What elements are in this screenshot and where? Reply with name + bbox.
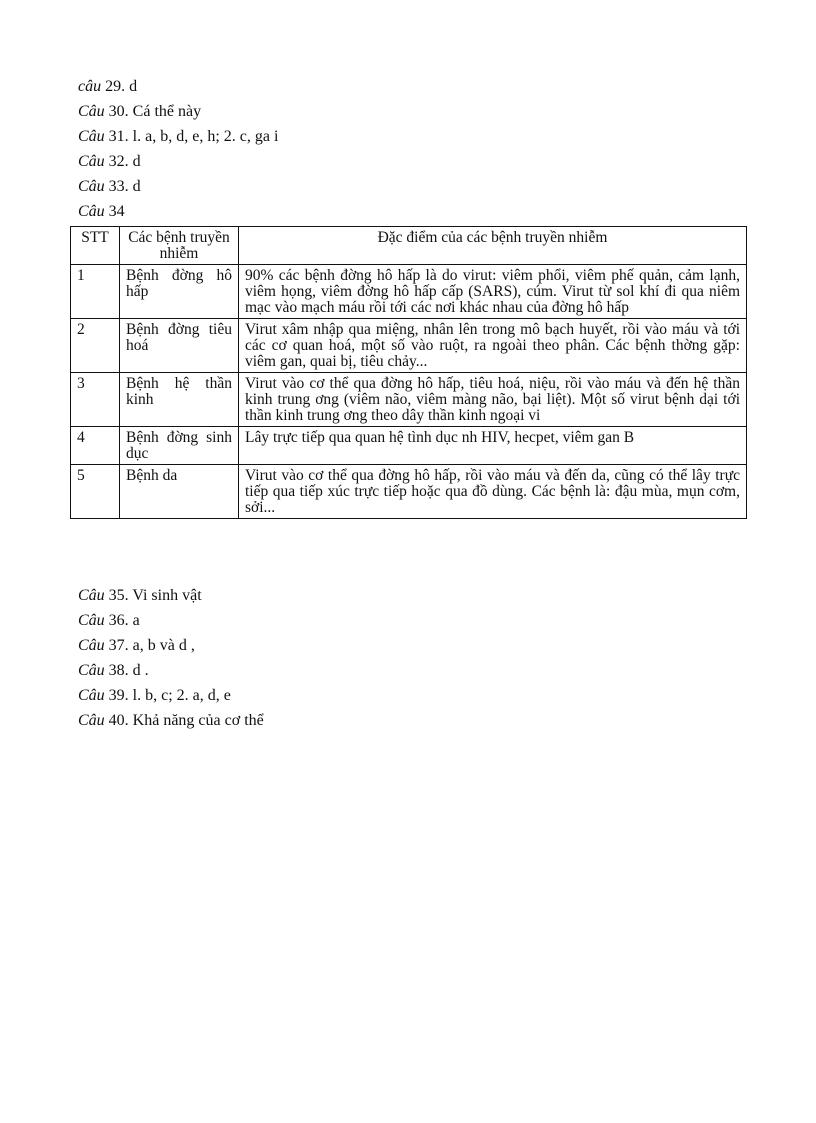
- row-number: 2: [71, 319, 120, 373]
- answer-29: [78, 74, 278, 99]
- disease-description: Virut vào cơ thể qua đờng hô hấp, rồi vào máu và đến da, cũng có thể lây trực tiếp qua tiếp xúc trực tiếp hoặc qua đồ dùng. Các bệnh là: đậu mùa, mụn cơm, sởi...: [239, 465, 747, 519]
- answer-text: d: [129, 78, 138, 95]
- question-number: 39.: [108, 687, 129, 704]
- answer-40: [78, 708, 264, 733]
- row-number: 4: [71, 427, 120, 465]
- question-word: Câu: [78, 612, 105, 629]
- question-number: 40.: [108, 712, 129, 729]
- question-word: Câu: [78, 662, 105, 679]
- table-row: [71, 427, 747, 465]
- disease-description: Virut xâm nhập qua miệng, nhân lên trong mô bạch huyết, rồi vào máu và tới các cơ quan hoá, một số vào ruột, ra ngoài theo phân. Các bệnh thờng gặp: viêm gan, quai bị, tiêu chảy...: [239, 319, 747, 373]
- question-number: 34: [108, 203, 125, 220]
- question-number: 35.: [108, 587, 129, 604]
- answer-text: l. b, c; 2. a, d, e: [132, 687, 231, 704]
- header-characteristics: Đặc điểm của các bệnh truyền nhiễm: [239, 227, 747, 265]
- answer-38: [78, 658, 264, 683]
- row-number: 3: [71, 373, 120, 427]
- question-number: 37.: [108, 637, 129, 654]
- table-row: [71, 465, 747, 519]
- question-word: Câu: [78, 712, 105, 729]
- question-word: Câu: [78, 687, 105, 704]
- table-row: [71, 319, 747, 373]
- answer-text: Khả năng của cơ thể: [132, 712, 264, 729]
- answer-37: [78, 633, 264, 658]
- disease-description: Lây trực tiếp qua quan hệ tình dục nh HIV, hecpet, viêm gan B: [239, 427, 747, 465]
- answer-35: [78, 583, 264, 608]
- infectious-disease-table: [70, 226, 747, 519]
- answer-text: a, b và d ,: [132, 637, 195, 654]
- answer-31: [78, 124, 278, 149]
- answer-34: [78, 199, 278, 224]
- question-word: Câu: [78, 178, 105, 195]
- question-word: Câu: [78, 587, 105, 604]
- disease-name: Bệnh đờng hô hấp: [120, 265, 239, 319]
- question-number: 29.: [105, 78, 126, 95]
- question-number: 33.: [108, 178, 129, 195]
- table-header-row: [71, 227, 747, 265]
- answer-text: d .: [132, 662, 149, 679]
- disease-name: Bệnh đờng sinh dục: [120, 427, 239, 465]
- answer-30: [78, 99, 278, 124]
- question-word: Câu: [78, 203, 105, 220]
- question-number: 38.: [108, 662, 129, 679]
- row-number: 1: [71, 265, 120, 319]
- question-number: 31.: [108, 128, 129, 145]
- question-word: Câu: [78, 153, 105, 170]
- question-number: 30.: [108, 103, 129, 120]
- question-word: Câu: [78, 128, 105, 145]
- header-disease-name: Các bệnh truyền nhiễm: [120, 227, 239, 265]
- question-word: Câu: [78, 103, 105, 120]
- answer-list-bottom: [78, 583, 264, 733]
- row-number: 5: [71, 465, 120, 519]
- answer-text: d: [132, 178, 141, 195]
- answer-text: l. a, b, d, e, h; 2. c, ga i: [132, 128, 279, 145]
- table-row: [71, 373, 747, 427]
- disease-description: 90% các bệnh đờng hô hấp là do virut: viêm phổi, viêm phế quản, cảm lạnh, viêm họng, viêm đờng hô hấp cấp (SARS), cúm. Virut từ sol khí đi qua niêm mạc vào mạch máu rồi tới các nơi khác nhau của đờng hô hấp: [239, 265, 747, 319]
- header-stt: STT: [71, 227, 120, 265]
- disease-name: Bệnh đờng tiêu hoá: [120, 319, 239, 373]
- answer-list-top: [78, 74, 278, 224]
- disease-name: Bệnh hệ thần kinh: [120, 373, 239, 427]
- answer-33: [78, 174, 278, 199]
- answer-39: [78, 683, 264, 708]
- table-row: [71, 265, 747, 319]
- answer-32: [78, 149, 278, 174]
- disease-name: Bệnh da: [120, 465, 239, 519]
- answer-text: a: [132, 612, 140, 629]
- question-number: 32.: [108, 153, 129, 170]
- answer-36: [78, 608, 264, 633]
- question-number: 36.: [108, 612, 129, 629]
- answer-text: Cá thể này: [132, 103, 202, 120]
- answer-text: d: [132, 153, 141, 170]
- disease-description: Virut vào cơ thể qua đờng hô hấp, tiêu hoá, niệu, rồi vào máu và đến hệ thần kinh trung ơng (viêm não, viêm màng não, bại liệt). Một số virut bệnh dại tới thần kinh trung ơng theo dây thần kinh ngoại vi: [239, 373, 747, 427]
- question-word: câu: [78, 78, 102, 95]
- answer-text: Vi sinh vật: [132, 587, 202, 604]
- question-word: Câu: [78, 637, 105, 654]
